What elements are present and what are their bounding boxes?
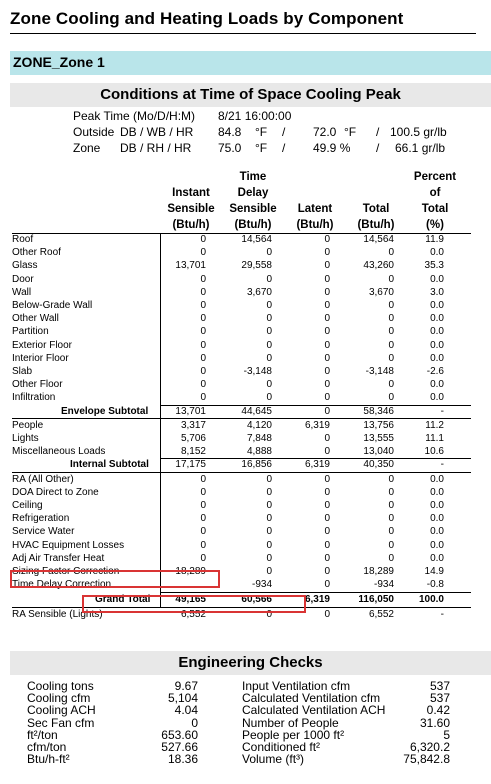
eng-check-label: Volume (ft³) [242, 752, 305, 767]
zone-header [10, 51, 491, 75]
cell-percent: - [440, 608, 444, 620]
row-label-ra-sensible-lights: RA Sensible (Lights) [12, 608, 103, 620]
cell-time-delay: 16,856 [241, 459, 272, 471]
eng-check-value: 18.36 [167, 752, 198, 767]
cell-total: 13,756 [363, 419, 394, 431]
cell-instant: 0 [200, 539, 206, 551]
row-label-wall: Wall [12, 286, 32, 298]
table-row [12, 365, 482, 378]
cell-time-delay: 44,645 [241, 405, 272, 417]
cell-latent: 0 [324, 286, 330, 298]
table-row [12, 539, 482, 552]
table-row [12, 273, 482, 286]
cell-total: 0 [388, 247, 394, 259]
cell-latent: 0 [324, 566, 330, 577]
row-label-below-grade-wall: Below-Grade Wall [12, 300, 93, 311]
table-row [12, 378, 482, 391]
cell-instant: 6,552 [180, 608, 206, 620]
table-row [12, 499, 482, 512]
cell-total: -3,148 [365, 366, 394, 377]
cell-time-delay: 0 [266, 473, 272, 485]
cell-latent: 0 [324, 339, 330, 351]
eng-check-label: Number of People [242, 715, 339, 730]
peak-time-value: 8/21 16:00:00 [218, 109, 292, 123]
row-label-grand-total: Grand Total [95, 594, 151, 606]
cell-latent: 0 [324, 313, 330, 325]
table-row [12, 312, 482, 325]
cell-total: 0 [388, 552, 394, 564]
cell-time-delay: 0 [266, 326, 272, 338]
cell-latent: 0 [324, 392, 330, 404]
cell-latent: 0 [324, 526, 330, 538]
cell-instant: 0 [200, 366, 206, 377]
cell-total: 0 [388, 392, 394, 404]
zone-sep-1: / [282, 141, 286, 155]
row-label-miscellaneous-loads: Miscellaneous Loads [12, 446, 106, 458]
eng-check-label: cfm/ton [27, 740, 67, 754]
eng-check-value: 0.42 [426, 703, 450, 718]
cell-instant: 0 [200, 486, 206, 498]
cell-percent: 100.0 [418, 594, 444, 606]
cell-total: -934 [373, 579, 394, 591]
cell-total: 18,289 [363, 566, 394, 577]
eng-check-value: 6,320.2 [409, 740, 450, 754]
cell-instant: 0 [200, 273, 206, 285]
cell-total: 0 [388, 273, 394, 285]
cell-latent: 0 [324, 405, 330, 417]
table-row [12, 352, 482, 365]
subtotal-row [12, 405, 482, 418]
row-label-ra-all-other: RA (All Other) [12, 473, 74, 485]
cell-time-delay: 0 [266, 379, 272, 391]
cell-percent: 0.0 [430, 526, 444, 538]
cell-time-delay: 0 [266, 352, 272, 364]
col-header-total: Total (Btu/h) [357, 203, 395, 231]
eng-check-label: Conditioned ft² [242, 740, 321, 754]
zone-label: Zone [73, 141, 101, 155]
cell-percent: 35.3 [424, 260, 444, 272]
table-row [12, 525, 482, 538]
eng-check-value: 4.04 [174, 703, 198, 718]
cell-time-delay: -934 [251, 579, 272, 591]
conditions-header [10, 83, 491, 107]
row-label-exterior-floor: Exterior Floor [12, 339, 73, 351]
col-header-time-delay: Time Delay Sensible (Btu/h) [229, 171, 277, 231]
zone-hr: 66.1 gr/lb [395, 141, 446, 155]
cell-percent: 0.0 [430, 379, 444, 391]
cell-instant: 0 [200, 234, 206, 245]
cell-latent: 0 [324, 513, 330, 525]
cell-latent: 0 [324, 433, 330, 444]
table-row [12, 486, 482, 499]
row-label-envelope-subtotal: Envelope Subtotal [61, 405, 149, 417]
row-label-infiltration: Infiltration [12, 392, 56, 404]
eng-check-label: Calculated Ventilation cfm [242, 691, 381, 706]
cell-instant: 0 [200, 526, 206, 538]
row-label-roof: Roof [12, 234, 34, 245]
cell-latent: 0 [324, 486, 330, 498]
cell-time-delay: 0 [266, 566, 272, 577]
cell-instant: 0 [200, 473, 206, 485]
cell-instant: 0 [200, 513, 206, 525]
zone-db: 75.0 [218, 141, 242, 155]
row-label-other-roof: Other Roof [12, 247, 61, 259]
engineering-header [10, 651, 491, 675]
row-label-partition: Partition [12, 326, 49, 338]
engineering-title: Engineering Checks [178, 654, 323, 671]
cell-total: 0 [388, 339, 394, 351]
cell-percent: 0.0 [430, 486, 444, 498]
cell-latent: 0 [324, 379, 330, 391]
eng-check-label: Cooling ACH [27, 703, 96, 718]
cell-total: 0 [388, 326, 394, 338]
cell-total: 6,552 [368, 608, 394, 620]
highlight-sizing-factor [10, 570, 220, 588]
row-label-internal-subtotal: Internal Subtotal [70, 459, 149, 471]
eng-check-value: 537 [429, 691, 450, 706]
cell-time-delay: 0 [266, 539, 272, 551]
conditions-title: Conditions at Time of Space Cooling Peak [100, 86, 401, 103]
cell-latent: 0 [324, 260, 330, 272]
outside-wb-unit: °F [344, 125, 357, 139]
subtotal-row [12, 458, 482, 471]
cell-total: 0 [388, 513, 394, 525]
row-label-sizing-factor-correction: Sizing Factor Correction [12, 566, 120, 577]
outside-wb: 72.0 [313, 125, 337, 139]
cell-instant: 0 [200, 326, 206, 338]
row-label-doa-direct-to-zone: DOA Direct to Zone [12, 486, 99, 498]
cell-time-delay: 29,558 [241, 260, 272, 272]
cell-instant: 5,706 [180, 433, 206, 444]
highlight-grand-total [82, 595, 306, 613]
cell-percent: 10.6 [424, 446, 444, 458]
cell-total: 0 [388, 526, 394, 538]
eng-check-value: 31.60 [419, 715, 450, 730]
cell-instant: 0 [200, 379, 206, 391]
cell-instant: 17,175 [175, 459, 206, 471]
row-label-glass: Glass [12, 260, 38, 272]
zone-name: ZONE_Zone 1 [13, 54, 105, 70]
cell-percent: 0.0 [430, 500, 444, 511]
eng-check-value: 537 [429, 679, 450, 693]
zone-rh: 49.9 % [313, 141, 351, 155]
cell-total: 43,260 [363, 260, 394, 272]
cell-percent: 0.0 [430, 300, 444, 311]
cell-time-delay: 0 [266, 339, 272, 351]
cell-instant: 8,152 [180, 446, 206, 458]
table-row [12, 432, 482, 445]
cell-percent: 14.9 [424, 566, 444, 577]
cell-total: 40,350 [363, 459, 394, 471]
table-row [12, 246, 482, 259]
cell-instant: 0 [200, 313, 206, 325]
cell-time-delay: 0 [266, 608, 272, 620]
eng-check-label: People per 1000 ft² [242, 727, 345, 742]
cell-percent: 0.0 [430, 552, 444, 564]
eng-check-label: Calculated Ventilation ACH [242, 703, 386, 718]
row-label-ceiling: Ceiling [12, 500, 43, 511]
cell-time-delay: 4,120 [246, 419, 272, 431]
cell-time-delay: 0 [266, 247, 272, 259]
internal-subtotal-rule [160, 458, 471, 459]
table-row [12, 259, 482, 272]
row-label-interior-floor: Interior Floor [12, 352, 69, 364]
cell-total: 3,670 [368, 286, 394, 298]
eng-check-label: Input Ventilation cfm [242, 679, 351, 693]
row-label-slab: Slab [12, 366, 33, 377]
cell-latent: 0 [324, 579, 330, 591]
cell-latent: 0 [324, 300, 330, 311]
cell-total: 58,346 [363, 405, 394, 417]
eng-check-value: 0 [191, 715, 198, 730]
row-label-other-floor: Other Floor [12, 379, 63, 391]
cell-percent: 0.0 [430, 513, 444, 525]
cell-instant: 0 [200, 552, 206, 564]
cell-time-delay: 0 [266, 526, 272, 538]
cell-instant: 0 [200, 500, 206, 511]
col-header-instant: Instant Sensible (Btu/h) [167, 187, 215, 231]
peak-time-label: Peak Time (Mo/D/H:M) [73, 109, 196, 123]
table-row [12, 445, 482, 458]
col-header-latent: Latent (Btu/h) [296, 203, 334, 231]
cell-percent: 0.0 [430, 326, 444, 338]
cell-total: 14,564 [363, 234, 394, 245]
cell-time-delay: 3,670 [246, 286, 272, 298]
cell-latent: 0 [324, 273, 330, 285]
cell-total: 116,050 [358, 594, 394, 606]
eng-check-value: 9.67 [174, 679, 198, 693]
cell-latent: 0 [324, 247, 330, 259]
cell-latent: 0 [324, 366, 330, 377]
eng-check-label: ft²/ton [27, 727, 58, 742]
cell-total: 0 [388, 500, 394, 511]
cell-time-delay: 7,848 [246, 433, 272, 444]
cell-total: 0 [388, 300, 394, 311]
eng-check-value: 5,104 [167, 691, 198, 706]
eng-check-row [242, 753, 450, 766]
table-row [12, 286, 482, 299]
zone-sep-2: / [376, 141, 380, 155]
cell-instant: 13,701 [175, 405, 206, 417]
cell-time-delay: 0 [266, 486, 272, 498]
cell-latent: 6,319 [304, 459, 330, 471]
cell-percent: 0.0 [430, 392, 444, 404]
zone-db-unit: °F [255, 141, 268, 155]
cell-latent: 6,319 [304, 419, 330, 431]
row-label-service-water: Service Water [12, 526, 75, 538]
cell-latent: 0 [324, 552, 330, 564]
cell-latent: 0 [324, 326, 330, 338]
cell-instant: 0 [200, 247, 206, 259]
cell-latent: 0 [324, 473, 330, 485]
cell-percent: 0.0 [430, 313, 444, 325]
eng-check-value: 75,842.8 [403, 752, 450, 767]
cell-percent: 0.0 [430, 273, 444, 285]
cell-latent: 0 [324, 234, 330, 245]
cell-percent: 11.1 [425, 433, 444, 444]
eng-check-value: 527.66 [161, 740, 198, 754]
cell-total: 13,040 [363, 446, 394, 458]
cell-instant: 0 [200, 300, 206, 311]
cell-latent: 6,319 [304, 594, 330, 606]
cell-instant: 0 [200, 339, 206, 351]
cell-time-delay: 0 [266, 300, 272, 311]
table-row [12, 419, 482, 432]
cell-percent: 0.0 [430, 247, 444, 259]
envelope-subtotal-rule [160, 405, 471, 406]
cell-percent: - [440, 459, 444, 471]
eng-check-value: 5 [443, 727, 450, 742]
row-label-other-wall: Other Wall [12, 313, 59, 325]
outside-desc: DB / WB / HR [120, 125, 194, 139]
cell-total: 0 [388, 539, 394, 551]
outside-sep-2: / [376, 125, 380, 139]
title-divider [10, 33, 476, 34]
table-row [12, 233, 482, 246]
table-row [12, 512, 482, 525]
row-label-time-delay-correction: Time Delay Correction [12, 579, 112, 591]
table-left-divider [160, 233, 161, 607]
outside-db: 84.8 [218, 125, 242, 139]
table-row [12, 391, 482, 404]
cell-time-delay: 0 [266, 500, 272, 511]
zone-desc: DB / RH / HR [120, 141, 192, 155]
cell-time-delay: 0 [266, 392, 272, 404]
cell-time-delay: 14,564 [241, 234, 272, 245]
cell-total: 0 [388, 313, 394, 325]
outside-hr: 100.5 gr/lb [390, 125, 447, 139]
row-label-refrigeration: Refrigeration [12, 513, 70, 525]
table-row [12, 552, 482, 565]
cell-time-delay: 60,566 [241, 594, 272, 606]
cell-time-delay: 4,888 [246, 446, 272, 458]
cell-percent: 0.0 [430, 473, 444, 485]
cell-percent: 0.0 [430, 339, 444, 351]
table-row [12, 325, 482, 338]
cell-instant: 0 [200, 286, 206, 298]
eng-check-label: Btu/h-ft² [27, 752, 70, 767]
cell-total: 0 [388, 352, 394, 364]
row-label-hvac-equipment-losses: HVAC Equipment Losses [12, 539, 125, 551]
cell-latent: 0 [324, 446, 330, 458]
table-row [12, 473, 482, 486]
outside-sep-1: / [282, 125, 286, 139]
row-label-people: People [12, 419, 44, 431]
cell-time-delay: 0 [266, 273, 272, 285]
eng-check-label: Cooling cfm [27, 691, 91, 706]
cell-time-delay: 0 [266, 552, 272, 564]
cell-percent: - [440, 405, 444, 417]
col-header-percent: Percent of Total (%) [413, 171, 457, 231]
cell-latent: 0 [324, 352, 330, 364]
eng-check-label: Sec Fan cfm [27, 715, 95, 730]
cell-total: 0 [388, 486, 394, 498]
table-row [12, 339, 482, 352]
cell-time-delay: 0 [266, 513, 272, 525]
cell-percent: 11.9 [425, 234, 444, 245]
cell-percent: -0.8 [426, 579, 444, 591]
cell-percent: 3.0 [430, 286, 444, 298]
row-label-door: Door [12, 273, 34, 285]
cell-latent: 0 [324, 539, 330, 551]
cell-time-delay: -3,148 [243, 366, 272, 377]
cell-instant: 0 [200, 352, 206, 364]
grand-total-top-rule [160, 592, 471, 593]
row-label-lights: Lights [12, 433, 39, 444]
cell-total: 13,555 [363, 433, 394, 444]
cell-instant: 0 [200, 392, 206, 404]
cell-percent: 0.0 [430, 352, 444, 364]
cell-latent: 0 [324, 500, 330, 511]
page-title: Zone Cooling and Heating Loads by Component [10, 9, 404, 28]
cell-latent: 0 [324, 608, 330, 620]
cell-percent: -2.6 [426, 366, 444, 377]
table-row [12, 299, 482, 312]
cell-instant: 3,317 [180, 419, 206, 431]
cell-instant: 49,165 [175, 594, 206, 606]
eng-check-value: 653.60 [161, 727, 198, 742]
cell-percent: 0.0 [430, 539, 444, 551]
cell-percent: 11.2 [425, 419, 444, 431]
cell-time-delay: 0 [266, 313, 272, 325]
row-label-adj-air-transfer-heat: Adj Air Transfer Heat [12, 552, 105, 564]
cell-instant: 18,289 [175, 566, 206, 577]
eng-check-row [27, 753, 198, 766]
outside-db-unit: °F [255, 125, 268, 139]
outside-label: Outside [73, 125, 115, 139]
cell-total: 0 [388, 379, 394, 391]
eng-check-label: Cooling tons [27, 679, 94, 693]
cell-instant: 13,701 [175, 260, 206, 272]
cell-total: 0 [388, 473, 394, 485]
